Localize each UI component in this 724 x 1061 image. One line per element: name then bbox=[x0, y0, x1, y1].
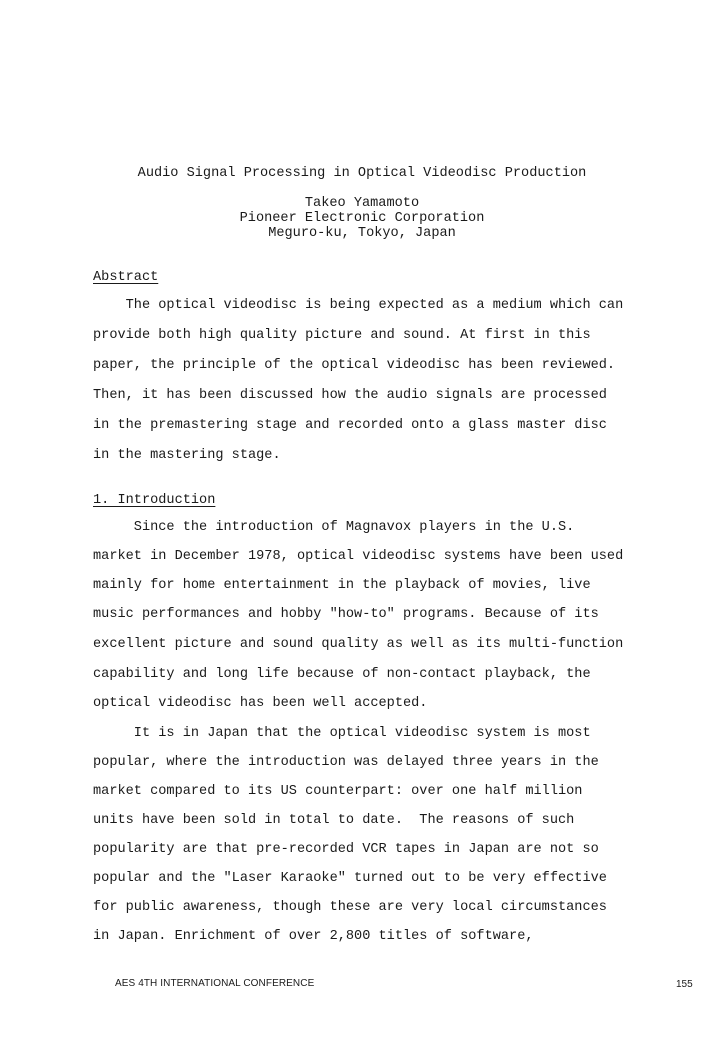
author-affiliation: Pioneer Electronic Corporation bbox=[239, 211, 485, 226]
intro-line: music performances and hobby "how-to" programs. Because of its bbox=[93, 607, 599, 622]
abstract-heading: Abstract bbox=[93, 270, 159, 285]
intro-line: mainly for home entertainment in the playback of movies, live bbox=[93, 578, 591, 593]
intro-line: excellent picture and sound quality as well as its multi-function bbox=[93, 637, 624, 652]
intro-line: in Japan. Enrichment of over 2,800 titles of software, bbox=[93, 929, 534, 944]
intro-line: units have been sold in total to date. The reasons of such bbox=[93, 813, 575, 828]
abstract-line: paper, the principle of the optical videodisc has been reviewed. bbox=[93, 358, 616, 373]
abstract-line: in the premastering stage and recorded onto a glass master disc bbox=[93, 418, 607, 433]
abstract-line: The optical videodisc is being expected as a medium which can bbox=[93, 298, 624, 313]
intro-line: market compared to its US counterpart: over one half million bbox=[93, 784, 583, 799]
intro-line: Since the introduction of Magnavox players in the U.S. bbox=[93, 520, 575, 535]
abstract-line: Then, it has been discussed how the audio signals are processed bbox=[93, 388, 607, 403]
intro-line: for public awareness, though these are very local circumstances bbox=[93, 900, 607, 915]
intro-line: market in December 1978, optical videodisc systems have been used bbox=[93, 549, 624, 564]
intro-line: popularity are that pre-recorded VCR tapes in Japan are not so bbox=[93, 842, 599, 857]
intro-line: popular and the "Laser Karaoke" turned out to be very effective bbox=[93, 871, 607, 886]
page-number: 155 bbox=[676, 979, 693, 990]
introduction-heading: 1. Introduction bbox=[93, 493, 216, 508]
intro-line: optical videodisc has been well accepted. bbox=[93, 696, 428, 711]
abstract-line: provide both high quality picture and sound. At first in this bbox=[93, 328, 591, 343]
conference-footer: AES 4TH INTERNATIONAL CONFERENCE bbox=[115, 978, 315, 989]
paper-title: Audio Signal Processing in Optical Videodisc Production bbox=[137, 166, 587, 181]
author-location: Meguro-ku, Tokyo, Japan bbox=[268, 226, 456, 241]
abstract-line: in the mastering stage. bbox=[93, 448, 281, 463]
intro-line: It is in Japan that the optical videodisc system is most bbox=[93, 726, 591, 741]
author-name: Takeo Yamamoto bbox=[304, 196, 420, 211]
intro-line: capability and long life because of non-contact playback, the bbox=[93, 667, 591, 682]
intro-line: popular, where the introduction was delayed three years in the bbox=[93, 755, 599, 770]
